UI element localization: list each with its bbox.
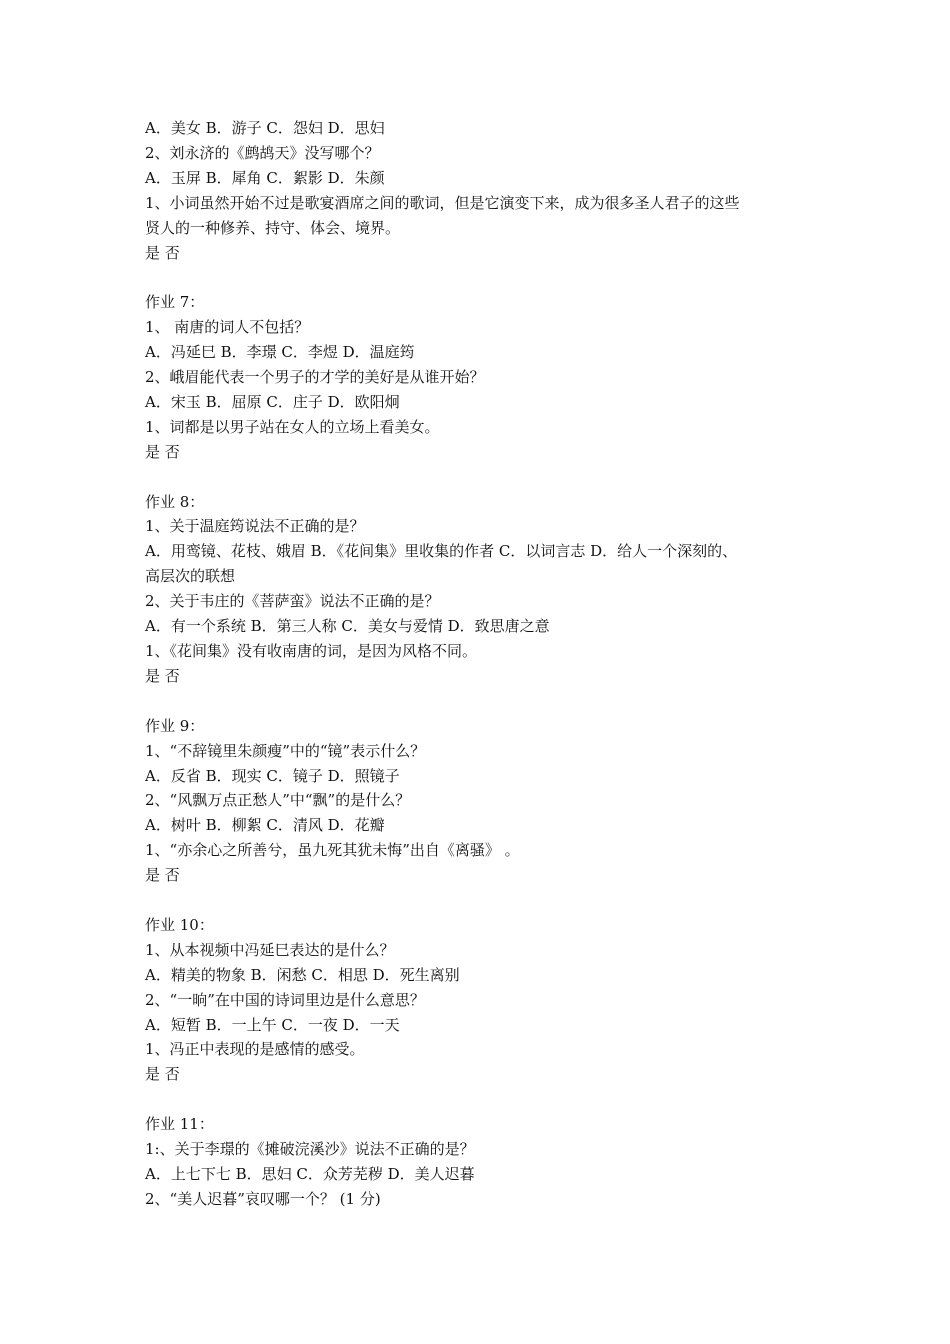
section-heading: 作业 7： bbox=[145, 293, 205, 312]
question: 1、“不辞镜里朱颜瘦”中的“镜”表示什么？ bbox=[145, 741, 426, 760]
yes-no-options: 是 否 bbox=[145, 243, 180, 262]
judgment-question: 1、“亦余心之所善兮，虽九死其犹未悔”出自《离骚》 。 bbox=[145, 841, 520, 860]
answer-options: A．上七下七 B．思妇 C．众芳芜秽 D．美人迟暮 bbox=[145, 1164, 475, 1183]
answer-options: A．有一个系统 B．第三人称 C．美女与爱情 D．致思唐之意 bbox=[145, 617, 550, 636]
question: 2、关于韦庄的《菩萨蛮》说法不正确的是？ bbox=[145, 592, 440, 611]
spacer bbox=[145, 689, 825, 714]
answer-options: A．冯延巳 B．李璟 C．李煜 D．温庭筠 bbox=[145, 343, 415, 362]
question: 1、关于温庭筠说法不正确的是？ bbox=[145, 517, 365, 536]
section-heading: 作业 10： bbox=[145, 915, 214, 934]
answer-options: A．用鸾镜、花枝、娥眉 B．《花间集》里收集的作者 C．以词言志 D．给人一个深刻的、 bbox=[145, 542, 738, 561]
spacer bbox=[145, 465, 825, 490]
answer-options: A．精美的物象 B．闲愁 C．相思 D．死生离别 bbox=[145, 965, 460, 984]
question: 2、“美人迟暮”哀叹哪一个？ (1 分) bbox=[145, 1189, 381, 1208]
question: 2、“一晌”在中国的诗词里边是什么意思？ bbox=[145, 990, 425, 1009]
yes-no-options: 是 否 bbox=[145, 866, 180, 885]
answer-options-continued: 高层次的联想 bbox=[145, 567, 236, 586]
judgment-question: 1、小词虽然开始不过是歌宴酒席之间的歌词，但是它演变下来，成为很多圣人君子的这些 bbox=[145, 193, 740, 212]
yes-no-options: 是 否 bbox=[145, 1065, 180, 1084]
answer-options: A．美女 B．游子 C．怨妇 D．思妇 bbox=[145, 119, 385, 137]
section-heading: 作业 8： bbox=[145, 492, 205, 511]
document-page bbox=[145, 116, 825, 1212]
section-heading: 作业 11： bbox=[145, 1115, 214, 1134]
yes-no-options: 是 否 bbox=[145, 666, 180, 685]
question: 1、从本视频中冯延巳表达的是什么？ bbox=[145, 940, 395, 959]
answer-options: A．反省 B．现实 C．镜子 D．照镜子 bbox=[145, 766, 400, 785]
spacer bbox=[145, 265, 825, 290]
question: 2、峨眉能代表一个男子的才学的美好是从谁开始？ bbox=[145, 368, 485, 387]
question: 2、“风飘万点正愁人”中“飘”的是什么？ bbox=[145, 791, 411, 810]
judgment-question: 1、词都是以男子站在女人的立场上看美女。 bbox=[145, 417, 440, 436]
judgment-question: 1、《花间集》没有收南唐的词，是因为风格不同。 bbox=[145, 642, 478, 660]
judgment-question: 1、冯正中表现的是感情的感受。 bbox=[145, 1040, 365, 1059]
judgment-question-continued: 贤人的一种修养、持守、体会、境界。 bbox=[145, 218, 401, 237]
answer-options: A．宋玉 B．屈原 C．庄子 D．欧阳炯 bbox=[145, 392, 400, 411]
spacer bbox=[145, 888, 825, 913]
spacer bbox=[145, 1087, 825, 1112]
answer-options: A．树叶 B．柳絮 C．清风 D．花瓣 bbox=[145, 816, 385, 835]
question: 1、 南唐的词人不包括？ bbox=[145, 318, 310, 337]
question: 2、刘永济的《鹧鸪天》没写哪个？ bbox=[145, 143, 380, 162]
answer-options: A．玉屏 B．犀角 C．絮影 D．朱颜 bbox=[145, 168, 385, 187]
yes-no-options: 是 否 bbox=[145, 442, 180, 461]
question: 1:、关于李璟的《摊破浣溪沙》说法不正确的是？ bbox=[145, 1140, 475, 1159]
section-heading: 作业 9： bbox=[145, 716, 205, 735]
answer-options: A．短暂 B．一上午 C．一夜 D．一天 bbox=[145, 1015, 400, 1034]
